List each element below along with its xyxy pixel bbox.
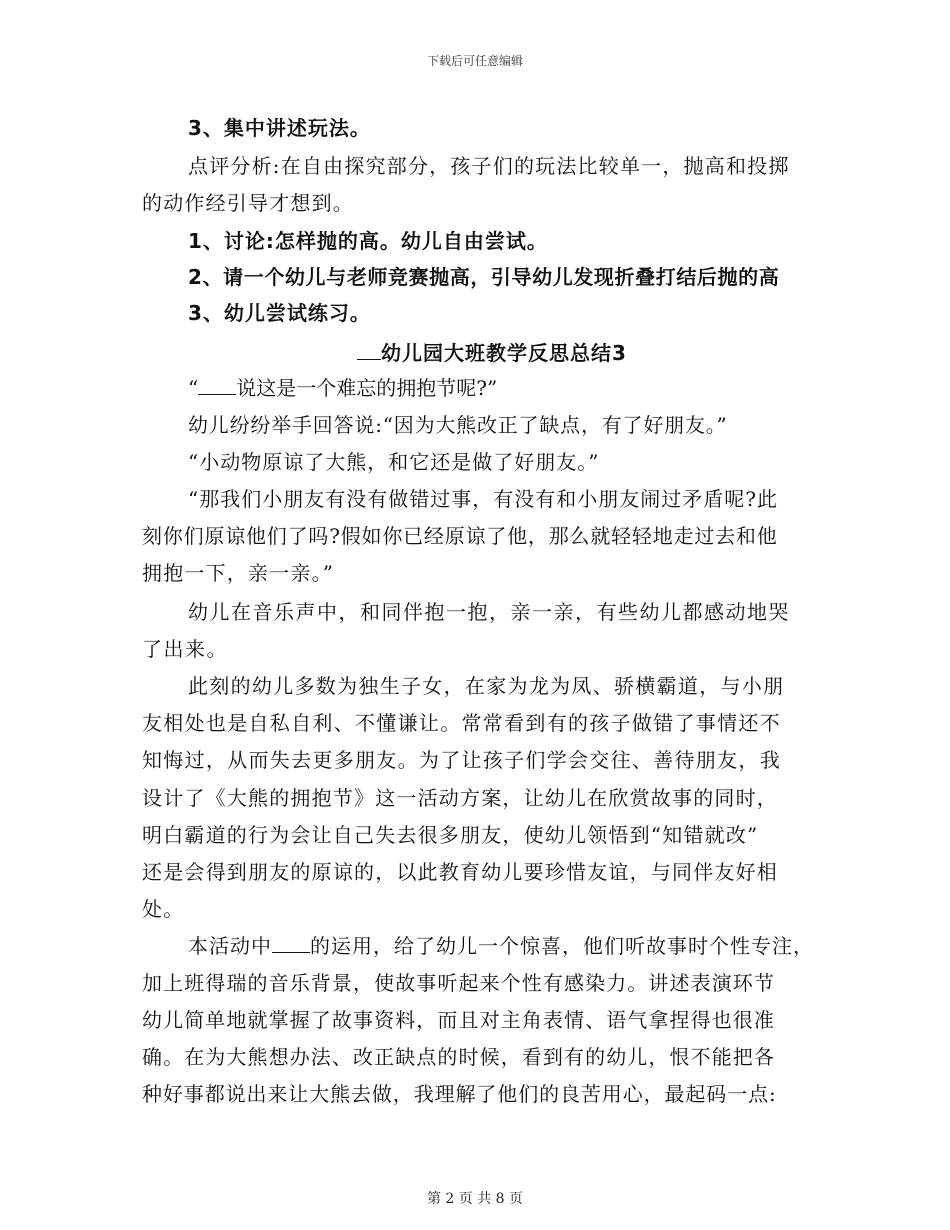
section-title-text: 幼儿园大班教学反思总结3 — [381, 341, 627, 365]
paragraph-4-blank — [272, 932, 310, 953]
step-3-heading: 3、集中讲述玩法。 — [188, 116, 371, 140]
dialogue-line-3: “小动物原谅了大熊，和它还是做了好朋友。” — [188, 450, 600, 474]
step-1-line: 1、讨论:怎样抛的高。幼儿自由尝试。 — [188, 229, 548, 253]
paragraph-4-line-4: 确。在为大熊想办法、改正缺点的时候，看到有的幼儿，恨不能把各 — [142, 1045, 775, 1069]
dialogue-line-1 — [188, 374, 497, 402]
paragraph-3-line-7: 处。 — [142, 897, 185, 921]
paragraph-1-line-2: 刻你们原谅他们了吗?假如你已经原谅了他，那么就轻轻地走过去和他 — [142, 524, 778, 548]
paragraph-4-line-3: 幼儿简单地就掌握了故事资料，而且对主角表情、语气拿捏得也很准 — [142, 1008, 775, 1032]
paragraph-3-line-1: 此刻的幼儿多数为独生子女，在家为龙为凤、骄横霸道，与小朋 — [188, 674, 785, 698]
paragraph-3-line-6: 还是会得到朋友的原谅的，以此教育幼儿要珍惜友谊，与同伴友好相 — [142, 860, 778, 884]
dialogue-blank — [198, 374, 236, 395]
paragraph-4-line-1 — [188, 932, 814, 960]
page-header: 下载后可任意编辑 — [426, 54, 523, 68]
paragraph-4-line-5: 种好事都说出来让大熊去做，我理解了他们的良苦用心，最起码一点: — [142, 1082, 777, 1106]
comment-line-1: 点评分析:在自由探究部分，孩子们的玩法比较单一，抛高和投掷 — [188, 154, 790, 178]
step-2-line: 2、请一个幼儿与老师竞赛抛高，引导幼儿发现折叠打结后抛的高 — [188, 265, 780, 289]
paragraph-1-line-3: 拥抱一下，亲一亲。” — [142, 561, 335, 585]
open-quote: “ — [188, 376, 199, 400]
paragraph-4-line-2: 加上班得瑞的音乐背景，使故事听起来个性有感染力。讲述表演环节 — [142, 971, 775, 995]
paragraph-1-line-1: “那我们小朋友有没有做错过事，有没有和小朋友闹过矛盾呢?此 — [188, 487, 778, 511]
title-blank — [357, 339, 381, 360]
dialogue-line-1-text: 说这是一个难忘的拥抱节呢?” — [236, 376, 498, 400]
page-footer: 第 2 页 共 8 页 — [426, 1191, 524, 1207]
paragraph-3-line-5: 明白霸道的行为会让自己失去很多朋友，使幼儿领悟到“知错就改” — [142, 823, 759, 847]
dialogue-line-2: 幼儿纷纷举手回答说:“因为大熊改正了缺点，有了好朋友。” — [188, 413, 728, 437]
paragraph-4-line-1-start: 本活动中 — [188, 934, 272, 958]
paragraph-2-line-1: 幼儿在音乐声中，和同伴抱一抱，亲一亲，有些幼儿都感动地哭 — [188, 600, 790, 624]
paragraph-3-line-3: 知悔过，从而失去更多朋友。为了让孩子们学会交往、善待朋友，我 — [142, 748, 781, 772]
comment-line-2: 的动作经引导才想到。 — [142, 191, 354, 215]
step-3-line: 3、幼儿尝试练习。 — [188, 301, 371, 325]
paragraph-4-line-1-end: 的运用，给了幼儿一个惊喜，他们听故事时个性专注， — [310, 934, 814, 958]
paragraph-3-line-2: 友相处也是自私自利、不懂谦让。常常看到有的孩子做错了事情还不 — [142, 711, 781, 735]
section-title — [357, 339, 627, 367]
paragraph-2-line-2: 了出来。 — [142, 637, 228, 661]
paragraph-3-line-4: 设计了《大熊的拥抱节》这一活动方案，让幼儿在欣赏故事的同时， — [142, 786, 778, 810]
